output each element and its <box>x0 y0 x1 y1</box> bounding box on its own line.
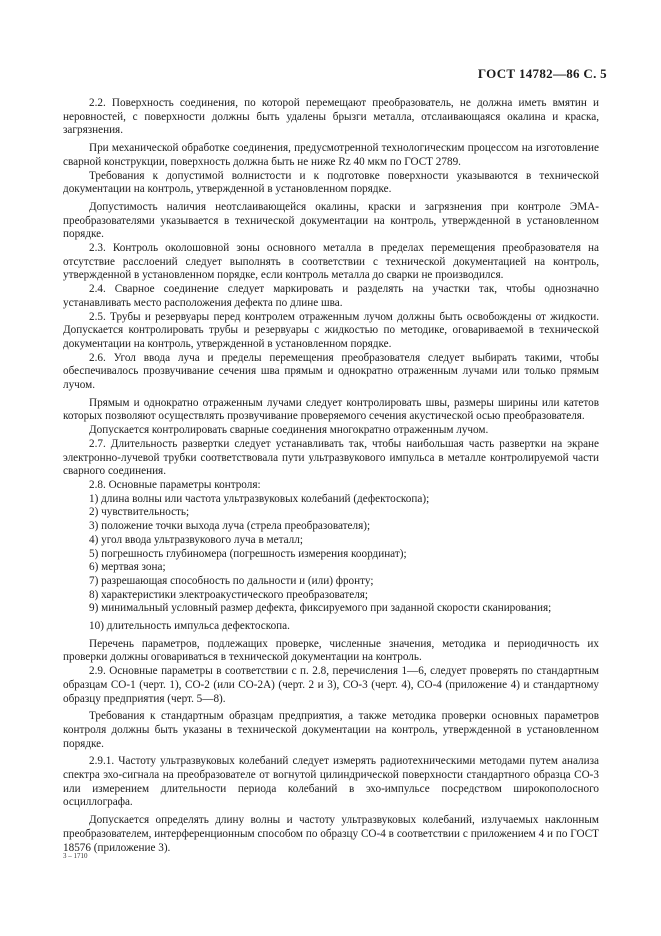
list-item: 9) минимальный условный размер дефекта, фиксируемого при заданной скорости сканирования; <box>89 602 552 615</box>
page-footer-code: 3 – 1710 <box>63 852 88 860</box>
paragraph: Допустимость наличия неотслаивающейся окалины, краски и загрязнения при контроле ЭМА-преобразователями указывается в технической документации на контроль, утвержденной в установленном порядке. <box>63 200 599 241</box>
paragraph: Перечень параметров, подлежащих проверке, численные значения, методика и периодичность их проверки должны оговариваться в технической документации на контроль. <box>63 637 599 664</box>
list-item: 8) характеристики электроакустического преобразователя; <box>89 588 369 601</box>
list-item: 2) чувствительность; <box>89 506 190 519</box>
paragraph: 2.2. Поверхность соединения, по которой перемещают преобразователь, не должна иметь вмятин и неровностей, с поверхности должны быть удалены брызги металла, отслаивающаяся окалина и краска, загрязнения. <box>63 97 599 137</box>
paragraph: Прямым и однократно отраженным лучами следует контролировать швы, размеры ширины или катетов которых позволяют осуществлять прозвучивание проверяемого сечения акустической осью преобразователя. <box>63 396 599 423</box>
paragraph: 2.8. Основные параметры контроля: <box>89 478 261 491</box>
paragraph: Требования к допустимой волнистости и к подготовке поверхности указываются в технической документации на контроль, утвержденной в установленном порядке. <box>63 169 599 196</box>
page-header: ГОСТ 14782—86 С. 5 <box>477 66 607 81</box>
list-item: 6) мертвая зона; <box>89 561 166 574</box>
paragraph: Допускается контролировать сварные соединения многократно отраженным лучом. <box>89 424 489 437</box>
paragraph: Допускается определять длину волны и частоту ультразвуковых колебаний, излучаемых наклонным преобразователем, интерференционным способом по образцу СО-4 в соответствии с приложением 4 и по ГОСТ 18576 (приложение 3). <box>63 814 599 854</box>
list-item: 3) положение точки выхода луча (стрела преобразователя); <box>89 520 371 533</box>
paragraph: 2.9. Основные параметры в соответствии с п. 2.8, перечисления 1—6, следует проверять по стандартным образцам СО-1 (черт. 1), СО-2 (или СО-2А) (черт. 2 и 3), СО-3 (черт. 4), СО-4 (приложение 4) и стандартному образцу предприятия (черт. 5—8). <box>63 665 599 705</box>
paragraph: При механической обработке соединения, предусмотренной технологическим процессом на изготовление сварной конструкции, поверхность должна быть не ниже Rz 40 мкм по ГОСТ 2789. <box>63 142 599 168</box>
list-item: 1) длина волны или частота ультразвуковых колебаний (дефектоскопа); <box>89 492 430 505</box>
list-item: 7) разрешающая способность по дальности и (или) фронту; <box>89 574 374 587</box>
document-body <box>63 97 599 855</box>
paragraph: 2.3. Контроль околошовной зоны основного металла в пределах перемещения преобразователя на отсутствие расслоений следует выполнять в соответствии с технической документацией на контроль, утвержденной в установленном порядке, если контроль металла до сварки не производился. <box>63 242 599 282</box>
paragraph: 2.9.1. Частоту ультразвуковых колебаний следует измерять радиотехническими методами путем анализа спектра эхо-сигнала на преобразователе от вогнутой цилиндрической поверхности стандартного образца СО-3 или измерением длительности периода колебаний в эхо-импульсе посредством широкополосного осциллографа. <box>63 755 599 809</box>
paragraph: 2.4. Сварное соединение следует маркировать и разделять на участки так, чтобы однозначно устанавливать место расположения дефекта по длине шва. <box>63 283 599 309</box>
list-item: 4) угол ввода ультразвукового луча в металл; <box>89 533 303 546</box>
paragraph: 2.6. Угол ввода луча и пределы перемещения преобразователя следует выбирать такими, чтобы обеспечивалось прозвучивание сечения шва прямым и однократно отраженным лучами или только прямым лучом. <box>63 351 599 392</box>
paragraph: 2.5. Трубы и резервуары перед контролем отраженным лучом должны быть освобождены от жидкости. Допускается контролировать трубы и резервуары с жидкостью по методике, оговариваемой в технической документации на контроль, утвержденной в установленном порядке. <box>63 310 599 350</box>
list-item: 10) длительность импульса дефектоскопа. <box>89 620 290 633</box>
paragraph: 2.7. Длительность развертки следует устанавливать так, чтобы наибольшая часть развертки на экране электронно-лучевой трубки соответствовала пути ультразвукового импульса в металле контролируемой части сварного соединения. <box>63 437 599 478</box>
paragraph: Требования к стандартным образцам предприятия, а также методика проверки основных параметров контроля должны быть указаны в технической документации на контроль, утвержденной в установленном порядке. <box>63 710 599 750</box>
list-item: 5) погрешность глубиномера (погрешность измерения координат); <box>89 547 407 560</box>
